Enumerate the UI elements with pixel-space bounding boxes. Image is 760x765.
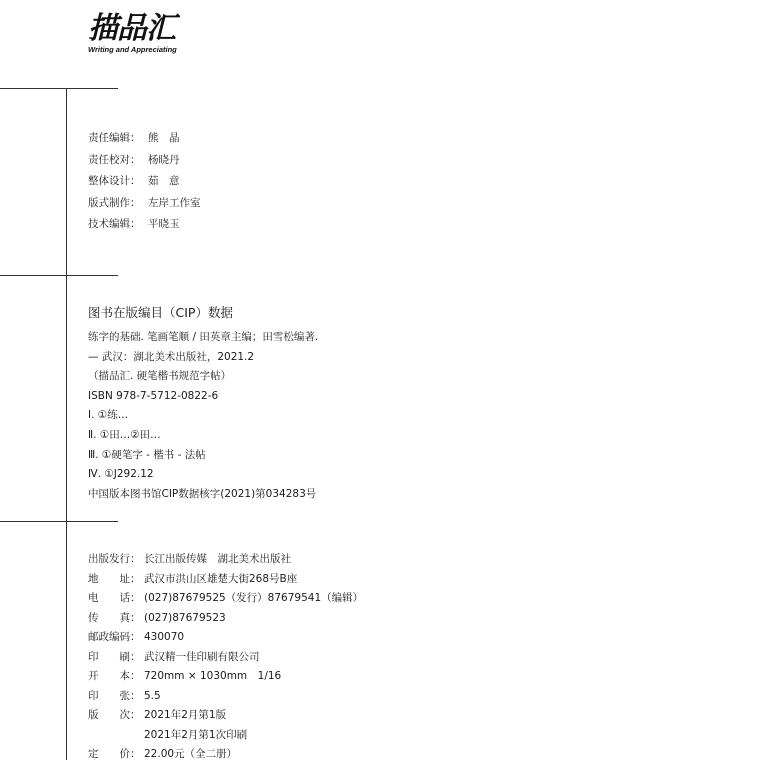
horizontal-rule-middle	[0, 275, 118, 276]
pub-label: 定 价：	[88, 748, 141, 760]
publisher-logo	[88, 11, 177, 54]
pub-label: 开 本：	[88, 670, 141, 682]
pub-row	[88, 609, 363, 629]
pub-row	[88, 550, 363, 570]
pub-label: 印 张：	[88, 689, 141, 702]
logo-title: 描品汇	[88, 11, 175, 46]
pub-row	[88, 570, 363, 590]
cip-line: 练字的基础. 笔画笔顺 / 田英章主编；田雪松编著.	[88, 331, 319, 343]
pub-label: 邮政编码：	[88, 631, 141, 643]
credit-value: 熊 晶	[148, 132, 180, 144]
cip-line: — 武汉：湖北美术出版社，2021.2	[88, 350, 255, 363]
credit-label: 责任编辑：	[88, 132, 141, 144]
pub-label: 出版发行：	[88, 553, 141, 565]
credit-value: 茹 意	[148, 175, 180, 187]
pub-value: 430070	[144, 631, 185, 643]
pub-value: (027)87679525（发行）87679541（编辑）	[144, 592, 364, 604]
pub-value: 22.00元（全二册）	[144, 748, 238, 760]
pub-row	[88, 726, 363, 746]
horizontal-rule-top	[0, 88, 118, 89]
credit-label: 整体设计：	[88, 175, 141, 187]
pub-label: 传 真：	[88, 611, 141, 624]
pub-label: 版 次：	[88, 709, 141, 721]
logo-subtitle: Writing and Appreciating	[88, 45, 177, 54]
credit-row	[88, 128, 201, 150]
credit-row	[88, 171, 201, 193]
cip-title: 图书在版编目（CIP）数据	[88, 305, 233, 320]
pub-value: 长江出版传媒 湖北美术出版社	[144, 553, 291, 565]
credits-section	[88, 128, 201, 236]
pub-value: 720mm × 1030mm 1/16	[144, 670, 282, 682]
cip-line: 中国版本图书馆CIP数据核字(2021)第034283号	[88, 487, 317, 500]
pub-label: 印 刷：	[88, 650, 141, 663]
pub-label: 地 址：	[88, 572, 141, 585]
vertical-rule	[66, 88, 67, 760]
credit-label: 责任校对：	[88, 153, 141, 166]
cip-line: Ⅰ. ①练…	[88, 409, 129, 422]
pub-value: 武汉精一佳印刷有限公司	[144, 650, 260, 663]
pub-row	[88, 589, 363, 609]
credit-label: 技术编辑：	[88, 218, 141, 230]
pub-row	[88, 667, 363, 687]
pub-value: 2021年2月第1版	[144, 709, 227, 721]
pub-row	[88, 706, 363, 726]
credit-value: 左岸工作室	[148, 196, 201, 209]
credit-value: 平晓玉	[148, 218, 180, 230]
horizontal-rule-bottom	[0, 521, 118, 522]
publication-info-section	[88, 550, 363, 765]
pub-value: 2021年2月第1次印刷	[144, 728, 248, 741]
credit-label: 版式制作：	[88, 196, 141, 209]
pub-value: 5.5	[144, 689, 161, 702]
credit-row	[88, 214, 201, 236]
pub-value: (027)87679523	[144, 611, 226, 624]
credit-row	[88, 193, 201, 215]
cip-section	[88, 301, 318, 504]
pub-value: 武汉市洪山区雄楚大街268号B座	[144, 572, 298, 585]
cip-line: （描品汇. 硬笔楷书规范字帖）	[88, 370, 232, 383]
pub-row	[88, 628, 363, 648]
pub-row	[88, 745, 363, 765]
cip-line: Ⅳ. ①J292.12	[88, 468, 154, 481]
pub-row	[88, 687, 363, 707]
credit-row	[88, 150, 201, 172]
cip-line: ISBN 978-7-5712-0822-6	[88, 389, 219, 402]
credit-value: 杨晓丹	[148, 153, 180, 166]
cip-line: Ⅱ. ①田…②田…	[88, 428, 161, 441]
pub-label: 电 话：	[88, 592, 141, 604]
cip-line: Ⅲ. ①硬笔字 - 楷书 - 法帖	[88, 448, 206, 461]
pub-row	[88, 648, 363, 668]
